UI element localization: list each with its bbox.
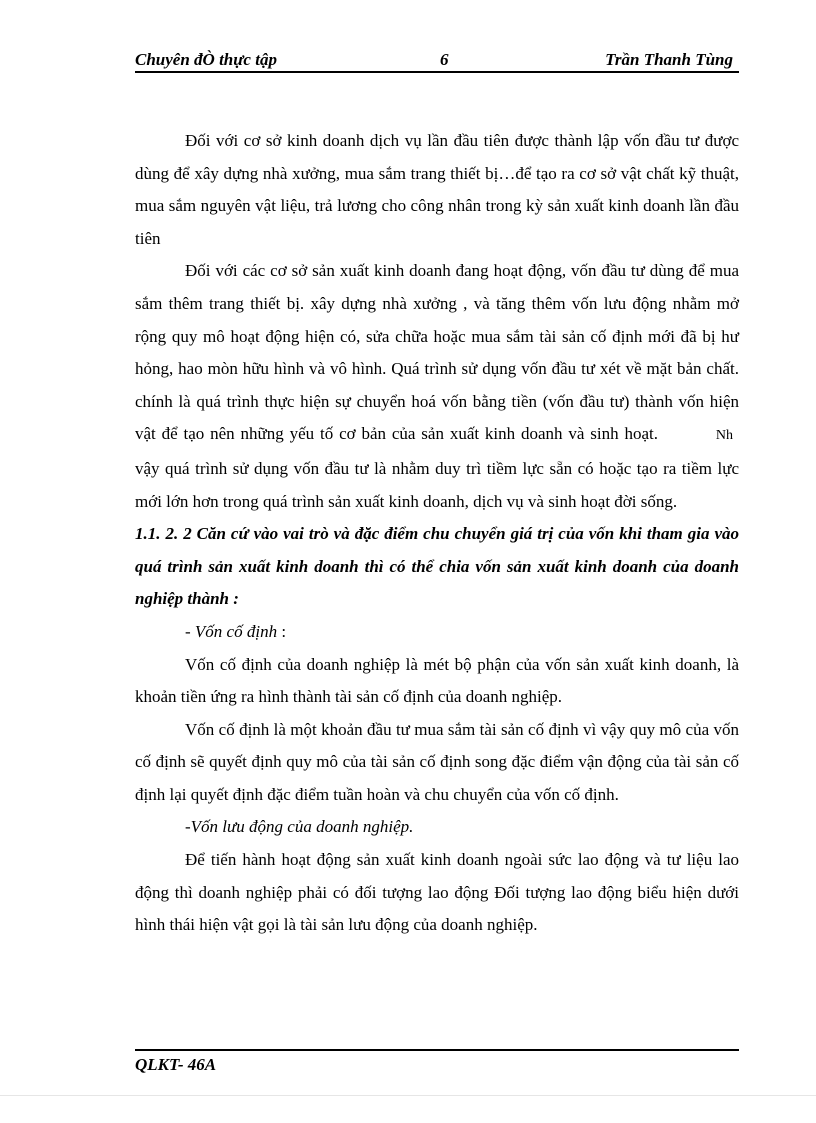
list-item-suffix: :	[277, 621, 287, 641]
document-body	[135, 125, 739, 942]
paragraph-fixed-capital-scale: Vốn cố định là một khoản đầu tư mua sắm tài sản cố định vì vậy quy mô của vốn cố định sẽ quyết định quy mô của tài sản cố định song đặc điểm vận động của tài sản cố định lại quyết định đặc điểm tuần hoàn và chu chuyển của vốn cố định.	[135, 719, 739, 804]
footer-rule	[135, 1049, 739, 1051]
page-footer: QLKT- 46A	[135, 1055, 217, 1074]
header-rule	[135, 71, 739, 73]
page-header	[135, 48, 739, 70]
list-item-working-capital	[135, 811, 739, 844]
header-author: Trần Thanh Tùng	[605, 50, 733, 69]
paragraph-working-capital: Để tiến hành hoạt động sản xuất kinh doanh ngoài sức lao động và tư liệu lao động thì doanh nghiệp phải có đối tượng lao động Đối tượng lao động biểu hiện dưới hình thái hiện vật gọi là tài sản lưu động của doanh nghiệp.	[135, 850, 739, 935]
list-item-label: Vốn lưu động của doanh nghiệp.	[190, 817, 414, 837]
scan-artifact	[0, 1095, 816, 1096]
paragraph-text: vậy quá trình sử dụng vốn đầu tư là nhằm duy trì tiềm lực sẵn có hoặc tạo ra tiềm lực mới lớn hơn trong quá trình sản xuất kinh doanh, dịch vụ và sinh hoạt đời sống.	[135, 458, 739, 511]
paragraph-text: Đối với các cơ sở sản xuất kinh doanh đang hoạt động, vốn đầu tư dùng để mua sắm thêm trang thiết bị. xây dựng nhà xưởng , và tăng thêm vốn lưu động nhằm mở rộng quy mô hoạt động hiện có, sửa chữa hoặc mua sắm tài sản cố định mới đã bị hư hỏng, hao mòn hữu hình và vô hình. Quá trình sử dụng vốn đầu tư xét về mặt bản chất. chính là quá trình thực hiện sự chuyển hoá vốn bằng tiền (vốn đầu tư) thành vốn hiện vật để tạo nên những yếu tố cơ bản của sản xuất kinh doanh và sinh hoạt.	[135, 261, 739, 444]
list-dash: -	[185, 621, 195, 641]
page-number: 6	[440, 50, 449, 69]
list-item-label: Vốn cố định	[194, 621, 278, 641]
section-heading: 1.1. 2. 2 Căn cứ vào vai trò và đặc điểm chu chuyển giá trị của vốn khi tham gia vào quá trình sản xuất kinh doanh thì có thể chia vốn sản xuất kinh doanh của doanh nghiệp thành :	[135, 524, 739, 609]
paragraph-service-investment: Đối với cơ sở kinh doanh dịch vụ lần đầu tiên được thành lập vốn đầu tư được dùng để xây dựng nhà xưởng, mua sắm trang thiết bị…để tạo ra cơ sở vật chất kỹ thuật, mua sắm nguyên vật liệu, trả lương cho công nhân trong kỳ sản xuất kinh doanh lần đầu tiên	[135, 131, 739, 248]
paragraph-operating-investment	[135, 255, 739, 518]
list-item-fixed-capital	[135, 616, 739, 649]
header-title: Chuyên đÒ thực tập	[135, 50, 277, 69]
list-dash: -	[185, 817, 191, 837]
paragraph-fragment: Nh	[715, 428, 733, 444]
paragraph-fixed-capital-definition: Vốn cố định của doanh nghiệp là mét bộ phận của vốn sản xuất kinh doanh, là khoản tiền ứng ra hình thành tài sản cố định của doanh nghiệp.	[135, 654, 739, 707]
